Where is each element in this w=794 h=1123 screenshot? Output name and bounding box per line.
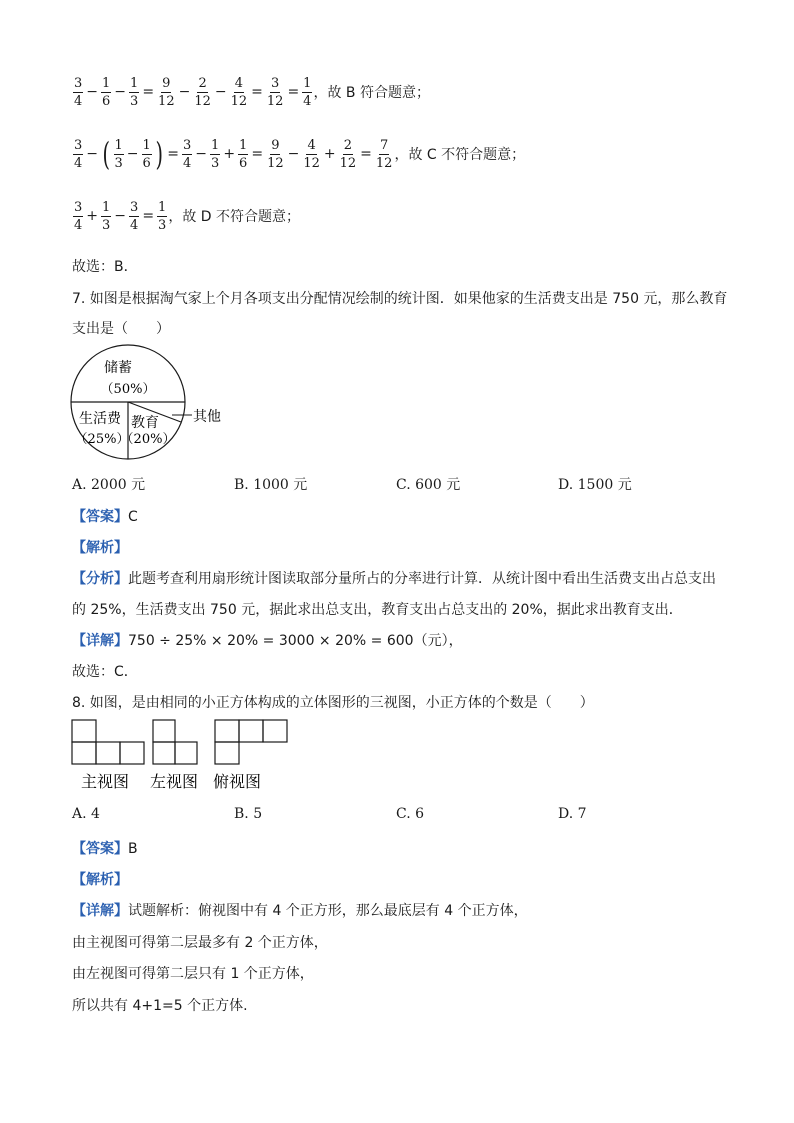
answer-value: C <box>128 509 138 525</box>
answer-tag: 【答案】 <box>72 841 128 857</box>
question-7-text-line2: 支出是（ ） <box>72 321 170 337</box>
front-view-label: 主视图 <box>81 772 130 791</box>
left-view-label: 左视图 <box>150 772 199 791</box>
answer-line-q6: 故选：B． <box>72 259 138 275</box>
fraction: $\frac{9}{12}$ <box>158 75 175 109</box>
fraction: $\frac{1}{3}$ <box>211 137 220 171</box>
q7-analysis-line1: 【分析】此题考查利用扇形统计图读取部分量所占的分率进行计算．从统计图中看出生活费支出占总支出 <box>72 571 716 587</box>
fraction: $\frac{3}{4}$ <box>74 75 83 109</box>
q8-option-c: C. 6 <box>396 806 425 822</box>
q8-detail-line2: 由主视图可得第二层最多有 2 个正方体， <box>72 935 328 951</box>
q7-jiexi-tag: 【解析】 <box>72 540 128 556</box>
conclusion-text: ，故 D 不符合题意； <box>168 209 301 225</box>
calc-line-d: $\frac{3}{4}$ + $\frac{1}{3}$ − $\frac{3}{4}$ = $\frac{1}{3}$ ，故 D 不符合题意； <box>74 199 301 233</box>
answer-value: B <box>128 841 138 857</box>
fraction: $\frac{3}{4}$ <box>74 137 83 171</box>
slice-percent-savings: （50%） <box>100 382 156 397</box>
fraction: $\frac{3}{4}$ <box>74 199 83 233</box>
fraction: $\frac{1}{4}$ <box>303 75 312 109</box>
fraction: $\frac{4}{12}$ <box>230 75 248 109</box>
pie-chart <box>68 342 238 466</box>
front-view <box>72 720 144 764</box>
q7-option-a: A. 2000 元 <box>72 477 146 493</box>
fraction: $\frac{3}{12}$ <box>266 75 284 109</box>
q7-detail-line: 【详解】750 ÷ 25% × 20% = 3000 × 20% = 600（元）， <box>72 633 463 649</box>
q8-option-d: D. 7 <box>558 806 587 822</box>
fraction: $\frac{7}{12}$ <box>375 137 393 171</box>
fraction: $\frac{1}{3}$ <box>114 137 123 171</box>
answer-tag: 【答案】 <box>72 509 128 525</box>
q8-option-a: A. 4 <box>72 806 100 822</box>
q8-jiexi-tag: 【解析】 <box>72 872 128 888</box>
slice-percent-living: （25%） <box>74 432 130 447</box>
fraction: $\frac{1}{6}$ <box>102 75 111 109</box>
top-view <box>215 720 287 764</box>
fraction: $\frac{1}{3}$ <box>130 75 139 109</box>
three-views-figure <box>70 718 300 798</box>
top-view-label: 俯视图 <box>213 772 262 791</box>
q8-detail-line4: 所以共有 4+1=5 个正方体. <box>72 998 248 1014</box>
q8-answer-line <box>72 838 138 858</box>
q7-final-answer: 故选：C． <box>72 664 138 680</box>
fraction: $\frac{4}{12}$ <box>303 137 320 171</box>
fraction: $\frac{2}{12}$ <box>339 137 357 171</box>
fraction: $\frac{3}{4}$ <box>183 137 192 171</box>
q7-option-b: B. 1000 元 <box>234 477 308 493</box>
fraction: $\frac{9}{12}$ <box>267 137 284 171</box>
calc-line-b: $\frac{3}{4}$ − $\frac{1}{6}$ − $\frac{1}{3}$ = $\frac{9}{12}$ − $\frac{2}{12}$ − $\frac{4}{12}$ = $\frac{3}{12}$ = $\frac{1}{4}$ ，故 B 符合题意； <box>74 75 430 109</box>
q8-option-b: B. 5 <box>234 806 263 822</box>
question-7-text-line1: 7. 如图是根据淘气家上个月各项支出分配情况绘制的统计图．如果他家的生活费支出是 750 元，那么教育 <box>72 291 728 307</box>
q7-analysis-line2: 的 25%，生活费支出 750 元，据此求出总支出，教育支出占总支出的 20%，据此求出教育支出． <box>72 602 683 618</box>
q7-option-d: D. 1500 元 <box>558 477 632 493</box>
fraction: $\frac{1}{6}$ <box>142 137 151 171</box>
slice-label-other: 其他 <box>193 409 221 425</box>
left-view <box>153 720 197 764</box>
slice-label-living: 生活费 <box>79 411 121 427</box>
detail-tag: 【详解】 <box>72 903 128 919</box>
fraction: $\frac{1}{6}$ <box>239 137 248 171</box>
slice-label-savings: 储蓄 <box>104 360 132 376</box>
question-8-text: 8. 如图，是由相同的小正方体构成的立体图形的三视图，小正方体的个数是（ ） <box>72 695 594 711</box>
q8-detail-line1: 【详解】试题解析：俯视图中有 4 个正方形，那么最底层有 4 个正方体， <box>72 903 528 919</box>
fraction: $\frac{1}{3}$ <box>102 199 111 233</box>
fraction: $\frac{1}{3}$ <box>158 199 167 233</box>
q8-detail-line3: 由左视图可得第二层只有 1 个正方体， <box>72 966 314 982</box>
slice-label-education: 教育 <box>131 415 159 431</box>
analysis-tag: 【分析】 <box>72 571 128 587</box>
q7-option-c: C. 600 元 <box>396 477 461 493</box>
conclusion-text: ，故 C 不符合题意； <box>394 147 526 163</box>
conclusion-text: ，故 B 符合题意； <box>313 85 430 101</box>
calc-line-c: $\frac{3}{4}$ − ( $\frac{1}{3}$ − $\frac{1}{6}$ ) = $\frac{3}{4}$ − $\frac{1}{3}$ + $\frac{1}{6}$ = $\frac{9}{12}$ − $\frac{4}{12}$ + $\frac{2}{12}$ = $\frac{7}{12}$ ，故 C 不符合题意； <box>74 135 526 173</box>
fraction: $\frac{3}{4}$ <box>130 199 139 233</box>
detail-tag: 【详解】 <box>72 633 128 649</box>
fraction: $\frac{2}{12}$ <box>194 75 211 109</box>
q7-answer-line <box>72 506 138 526</box>
slice-percent-education: （20%） <box>120 432 176 447</box>
